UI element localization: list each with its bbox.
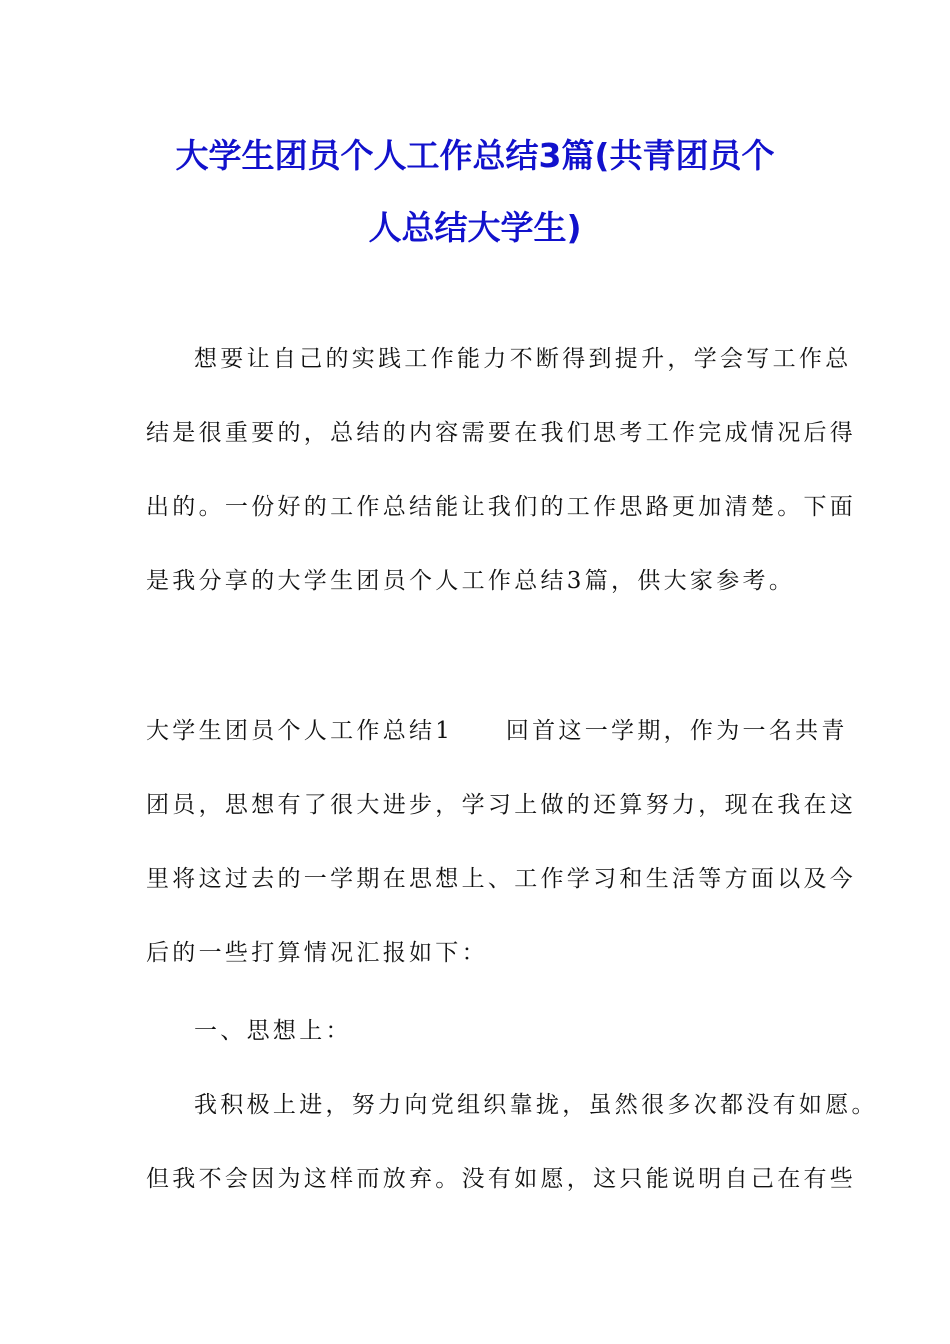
section-heading-thought: 一、思想上：	[194, 1018, 352, 1044]
section1-line: 里将这过去的一学期在思想上、工作学习和生活等方面以及今	[146, 866, 857, 892]
section1-line: 大学生团员个人工作总结1 回首这一学期，作为一名共青	[146, 718, 848, 744]
intro-line: 结是很重要的，总结的内容需要在我们思考工作完成情况后得	[146, 420, 857, 446]
intro-line: 想要让自己的实践工作能力不断得到提升，学会写工作总	[194, 346, 852, 372]
section1-line: 后的一些打算情况汇报如下：	[146, 940, 488, 966]
intro-line: 出的。一份好的工作总结能让我们的工作思路更加清楚。下面	[146, 494, 857, 520]
document-title-line-2: 人总结大学生)	[368, 208, 582, 247]
paragraph-line: 但我不会因为这样而放弃。没有如愿，这只能说明自己在有些	[146, 1166, 857, 1192]
paragraph-line: 我积极上进，努力向党组织靠拢，虽然很多次都没有如愿。	[194, 1092, 878, 1118]
document-title-line-1: 大学生团员个人工作总结3篇(共青团员个	[175, 136, 775, 175]
section1-line: 团员，思想有了很大进步，学习上做的还算努力，现在我在这	[146, 792, 857, 818]
intro-line: 是我分享的大学生团员个人工作总结3篇，供大家参考。	[146, 568, 796, 594]
